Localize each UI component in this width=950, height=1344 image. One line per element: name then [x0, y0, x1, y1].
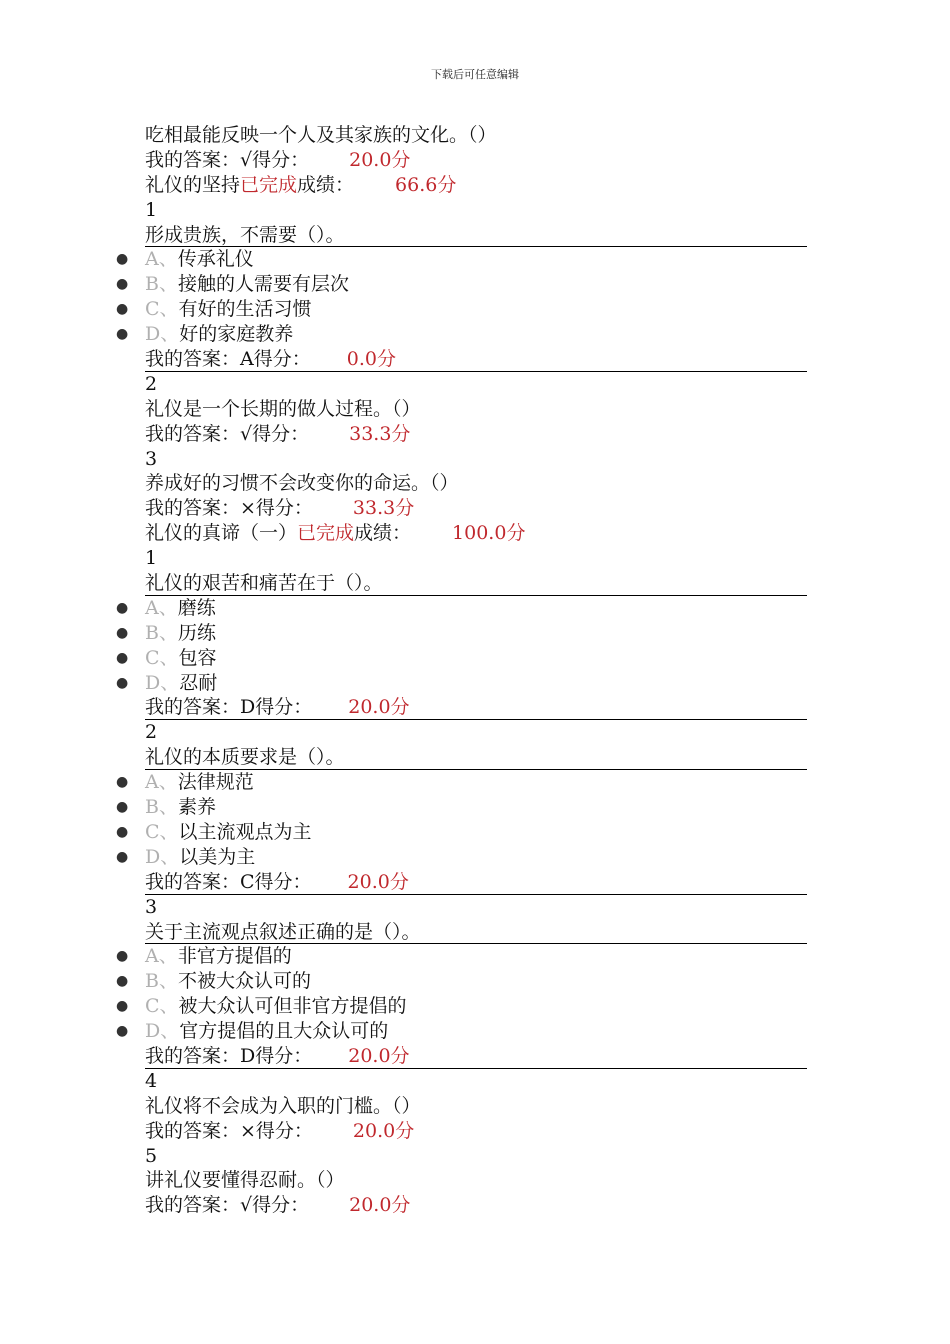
- option-text: 好的家庭教养: [179, 323, 294, 346]
- question-number: 2: [145, 372, 158, 395]
- option-item: [116, 596, 807, 621]
- bullet-icon: ●: [116, 973, 129, 990]
- answer-label: 我的答案：√得分：: [145, 422, 310, 445]
- option-text: 以主流观点为主: [178, 820, 312, 843]
- question-text: 关于主流观点叙述正确的是（）。: [145, 920, 807, 945]
- bullet-icon: ●: [116, 1023, 129, 1040]
- bullet-icon: ●: [116, 848, 129, 865]
- document-body: [116, 123, 807, 1218]
- answer-label: 我的答案：√得分：: [145, 1194, 310, 1217]
- score-value: 20.0分: [348, 1044, 410, 1067]
- answer-line: [145, 496, 807, 521]
- option-text: 忍耐: [179, 671, 218, 694]
- answer-line: [145, 422, 807, 447]
- score-value: 20.0分: [349, 1194, 411, 1217]
- option-item: [116, 994, 807, 1019]
- section-title: [145, 173, 807, 198]
- option-text: 包容: [178, 646, 217, 669]
- bullet-icon: ●: [116, 774, 129, 791]
- score-value: 20.0分: [352, 1119, 415, 1142]
- answer-label: 我的答案：×得分：: [145, 1119, 313, 1142]
- option-text: 不被大众认可的: [177, 970, 311, 993]
- option-text: 非官方提倡的: [177, 945, 292, 968]
- question-number: 1: [145, 198, 158, 221]
- page-header: 下载后可任意编辑: [431, 68, 519, 81]
- bullet-icon: ●: [116, 276, 129, 293]
- bullet-icon: ●: [116, 649, 129, 666]
- option-text: 历练: [177, 621, 216, 644]
- answer-line: [145, 1119, 807, 1144]
- option-item: [116, 1019, 807, 1044]
- option-letter: D、: [145, 323, 180, 346]
- answer-label: 我的答案：D得分：: [145, 1044, 313, 1067]
- option-letter: D、: [145, 671, 180, 694]
- option-text: 以美为主: [179, 845, 256, 868]
- grade-label: 成绩：: [354, 522, 412, 545]
- question-number: 1: [145, 547, 158, 570]
- option-letter: B、: [145, 970, 178, 993]
- question-number: 3: [145, 447, 158, 470]
- option-letter: C、: [145, 820, 179, 843]
- option-item: [116, 845, 807, 870]
- option-item: [116, 671, 807, 696]
- answer-label: 我的答案：D得分：: [145, 696, 313, 719]
- score-value: 0.0分: [346, 348, 396, 371]
- grade-value: 100.0分: [452, 522, 526, 545]
- answer-line: [145, 347, 807, 372]
- option-letter: C、: [145, 298, 179, 321]
- question-text: 形成贵族，不需要（）。: [145, 223, 807, 248]
- section-name: 礼仪的真谛（一）: [145, 522, 298, 545]
- question-text: 礼仪的本质要求是（）。: [145, 745, 807, 770]
- option-text: 法律规范: [177, 771, 254, 794]
- grade-value: 66.6分: [395, 173, 457, 196]
- option-letter: A、: [145, 248, 178, 271]
- answer-line: [145, 870, 807, 895]
- question-text: 讲礼仪要懂得忍耐。（）: [145, 1169, 345, 1192]
- option-text: 被大众认可但非官方提倡的: [178, 995, 407, 1018]
- score-value: 20.0分: [347, 870, 409, 893]
- answer-line: [145, 695, 807, 720]
- option-item: [116, 944, 807, 969]
- option-letter: D、: [145, 845, 180, 868]
- answer-label: 我的答案：×得分：: [145, 497, 313, 520]
- question-text: 礼仪将不会成为入职的门槛。（）: [145, 1094, 421, 1117]
- option-letter: B、: [145, 621, 178, 644]
- score-value: 33.3分: [352, 497, 415, 520]
- option-item: [116, 795, 807, 820]
- bullet-icon: ●: [116, 301, 129, 318]
- option-item: [116, 621, 807, 646]
- question-text: 吃相最能反映一个人及其家族的文化。（）: [145, 124, 497, 146]
- option-letter: A、: [145, 771, 178, 794]
- option-item: [116, 272, 807, 297]
- question-text: 礼仪是一个长期的做人过程。（）: [145, 397, 421, 420]
- bullet-icon: ●: [116, 326, 129, 343]
- option-item: [116, 322, 807, 347]
- score-value: 20.0分: [348, 696, 410, 719]
- question-number: 5: [145, 1144, 158, 1167]
- option-letter: B、: [145, 796, 178, 819]
- option-text: 素养: [177, 796, 216, 819]
- option-item: [116, 820, 807, 845]
- option-item: [116, 247, 807, 272]
- option-letter: A、: [145, 596, 178, 619]
- bullet-icon: ●: [116, 251, 129, 268]
- option-text: 磨练: [177, 596, 216, 619]
- question-number: 3: [145, 895, 158, 918]
- option-letter: B、: [145, 273, 178, 296]
- completion-status: 已完成: [297, 522, 355, 545]
- question-text: 礼仪的艰苦和痛苦在于（）。: [145, 571, 807, 596]
- section-name: 礼仪的坚持: [145, 173, 241, 196]
- question-number: 2: [145, 721, 158, 744]
- bullet-icon: ●: [116, 799, 129, 816]
- option-letter: A、: [145, 945, 178, 968]
- answer-line: [145, 1044, 807, 1069]
- answer-label: 我的答案：√得分：: [145, 148, 310, 171]
- question-number: 4: [145, 1069, 158, 1092]
- option-text: 传承礼仪: [177, 248, 254, 271]
- option-item: [116, 969, 807, 994]
- option-text: 官方提倡的且大众认可的: [179, 1020, 389, 1043]
- option-item: [116, 297, 807, 322]
- bullet-icon: ●: [116, 823, 129, 840]
- option-item: [116, 646, 807, 671]
- completion-status: 已完成: [240, 173, 298, 196]
- option-text: 接触的人需要有层次: [177, 273, 349, 296]
- option-text: 有好的生活习惯: [178, 298, 312, 321]
- bullet-icon: ●: [116, 624, 129, 641]
- answer-label: 我的答案：C得分：: [145, 870, 312, 893]
- option-letter: C、: [145, 995, 179, 1018]
- bullet-icon: ●: [116, 599, 129, 616]
- question-text: 养成好的习惯不会改变你的命运。（）: [145, 472, 459, 495]
- option-letter: D、: [145, 1020, 180, 1043]
- option-item: [116, 770, 807, 795]
- answer-line: [145, 1193, 807, 1218]
- bullet-icon: ●: [116, 674, 129, 691]
- section-title: [145, 521, 807, 546]
- bullet-icon: ●: [116, 948, 129, 965]
- answer-label: 我的答案：A得分：: [145, 348, 311, 371]
- bullet-icon: ●: [116, 998, 129, 1015]
- grade-label: 成绩：: [297, 173, 355, 196]
- option-letter: C、: [145, 646, 179, 669]
- score-value: 33.3分: [349, 422, 411, 445]
- answer-line: [145, 148, 807, 173]
- score-value: 20.0分: [349, 148, 411, 171]
